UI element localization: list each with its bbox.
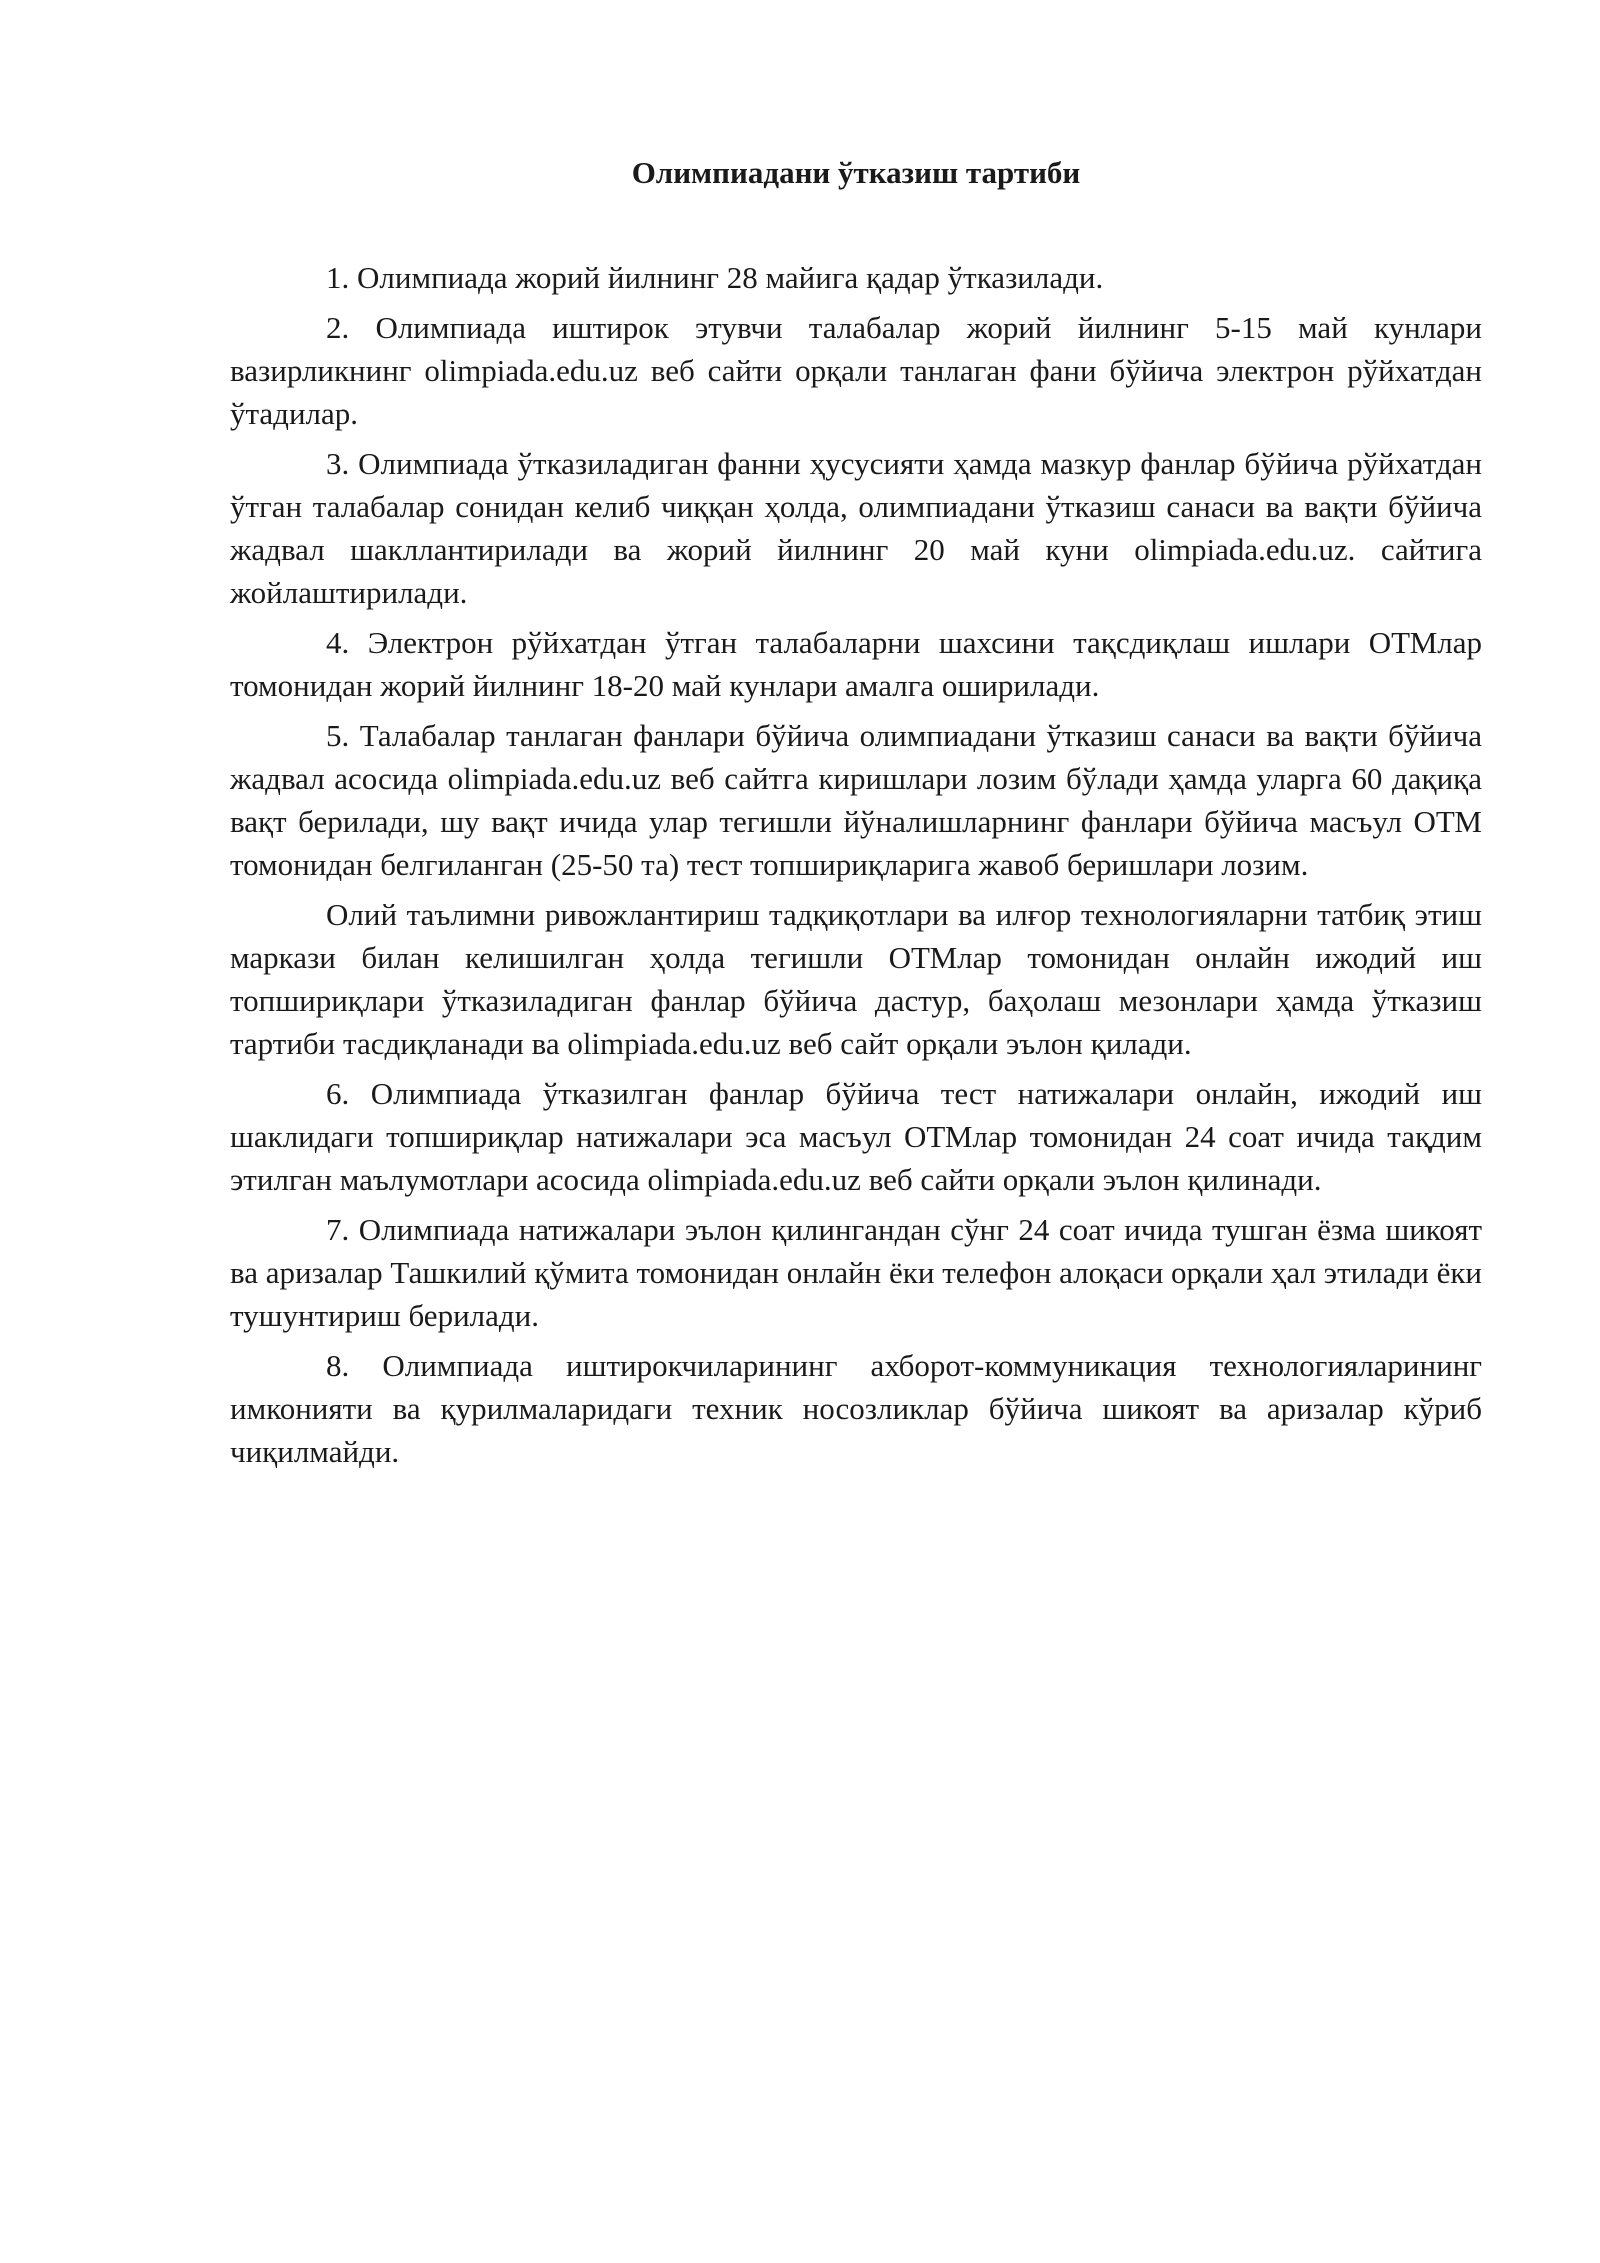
paragraph-5-continuation: Олий таълимни ривожлантириш тадқиқотлари ва илғор технологияларни татбиқ этиш маркази билан келишилган ҳолда тегишли ОТМлар томонидан онлайн ижодий иш топшириқлари ўтказиладиган фанлар бўйича дастур, баҳолаш мезонлари ҳамда ўтказиш тартиби тасдиқланади ва olimpiada.edu.uz веб сайт орқали эълон қилади.: [230, 897, 1482, 1061]
paragraph-2: 2. Олимпиада иштирок этувчи талабалар жорий йилнинг 5-15 май кунлари вазирликнинг olimpiada.edu.uz веб сайти орқали танлаган фани бўйича электрон рўйхатдан ўтадилар.: [230, 310, 1482, 431]
paragraph-1: 1. Олимпиада жорий йилнинг 28 майига қадар ўтказилади.: [326, 260, 1104, 295]
document-body: [230, 256, 1482, 1480]
document-title: Олимпиадани ўтказиш тартиби: [631, 155, 1081, 190]
paragraph-7: 7. Олимпиада натижалари эълон қилингандан сўнг 24 соат ичида тушган ёзма шикоят ва аризалар Ташкилий қўмита томонидан онлайн ёки телефон алоқаси орқали ҳал этилади ёки тушунтириш берилади.: [230, 1212, 1482, 1333]
paragraph-8: 8. Олимпиада иштирокчиларининг ахборот-коммуникация технологияларининг имконияти ва қурилмаларидаги техник носозликлар бўйича шикоят ва аризалар кўриб чиқилмайди.: [230, 1348, 1482, 1469]
paragraph-6: 6. Олимпиада ўтказилган фанлар бўйича тест натижалари онлайн, ижодий иш шаклидаги топшириқлар натижалари эса масъул ОТМлар томонидан 24 соат ичида тақдим этилган маълумотлари асосида olimpiada.edu.uz веб сайти орқали эълон қилинади.: [230, 1076, 1482, 1197]
paragraph-5: 5. Талабалар танлаган фанлари бўйича олимпиадани ўтказиш санаси ва вақти бўйича жадвал асосида olimpiada.edu.uz веб сайтга киришлари лозим бўлади ҳамда уларга 60 дақиқа вақт берилади, шу вақт ичида улар тегишли йўналишларнинг фанлари бўйича масъул ОТМ томонидан белгиланган (25-50 та) тест топшириқларига жавоб беришлари лозим.: [230, 718, 1482, 882]
paragraph-3: 3. Олимпиада ўтказиладиган фанни ҳусусияти ҳамда мазкур фанлар бўйича рўйхатдан ўтган талабалар сонидан келиб чиққан ҳолда, олимпиадани ўтказиш санаси ва вақти бўйича жадвал шакллантирилади ва жорий йилнинг 20 май куни olimpiada.edu.uz. сайтига жойлаштирилади.: [230, 446, 1482, 610]
paragraph-4: 4. Электрон рўйхатдан ўтган талабаларни шахсини тақсдиқлаш ишлари ОТМлар томонидан жорий йилнинг 18-20 май кунлари амалга оширилади.: [230, 625, 1482, 703]
